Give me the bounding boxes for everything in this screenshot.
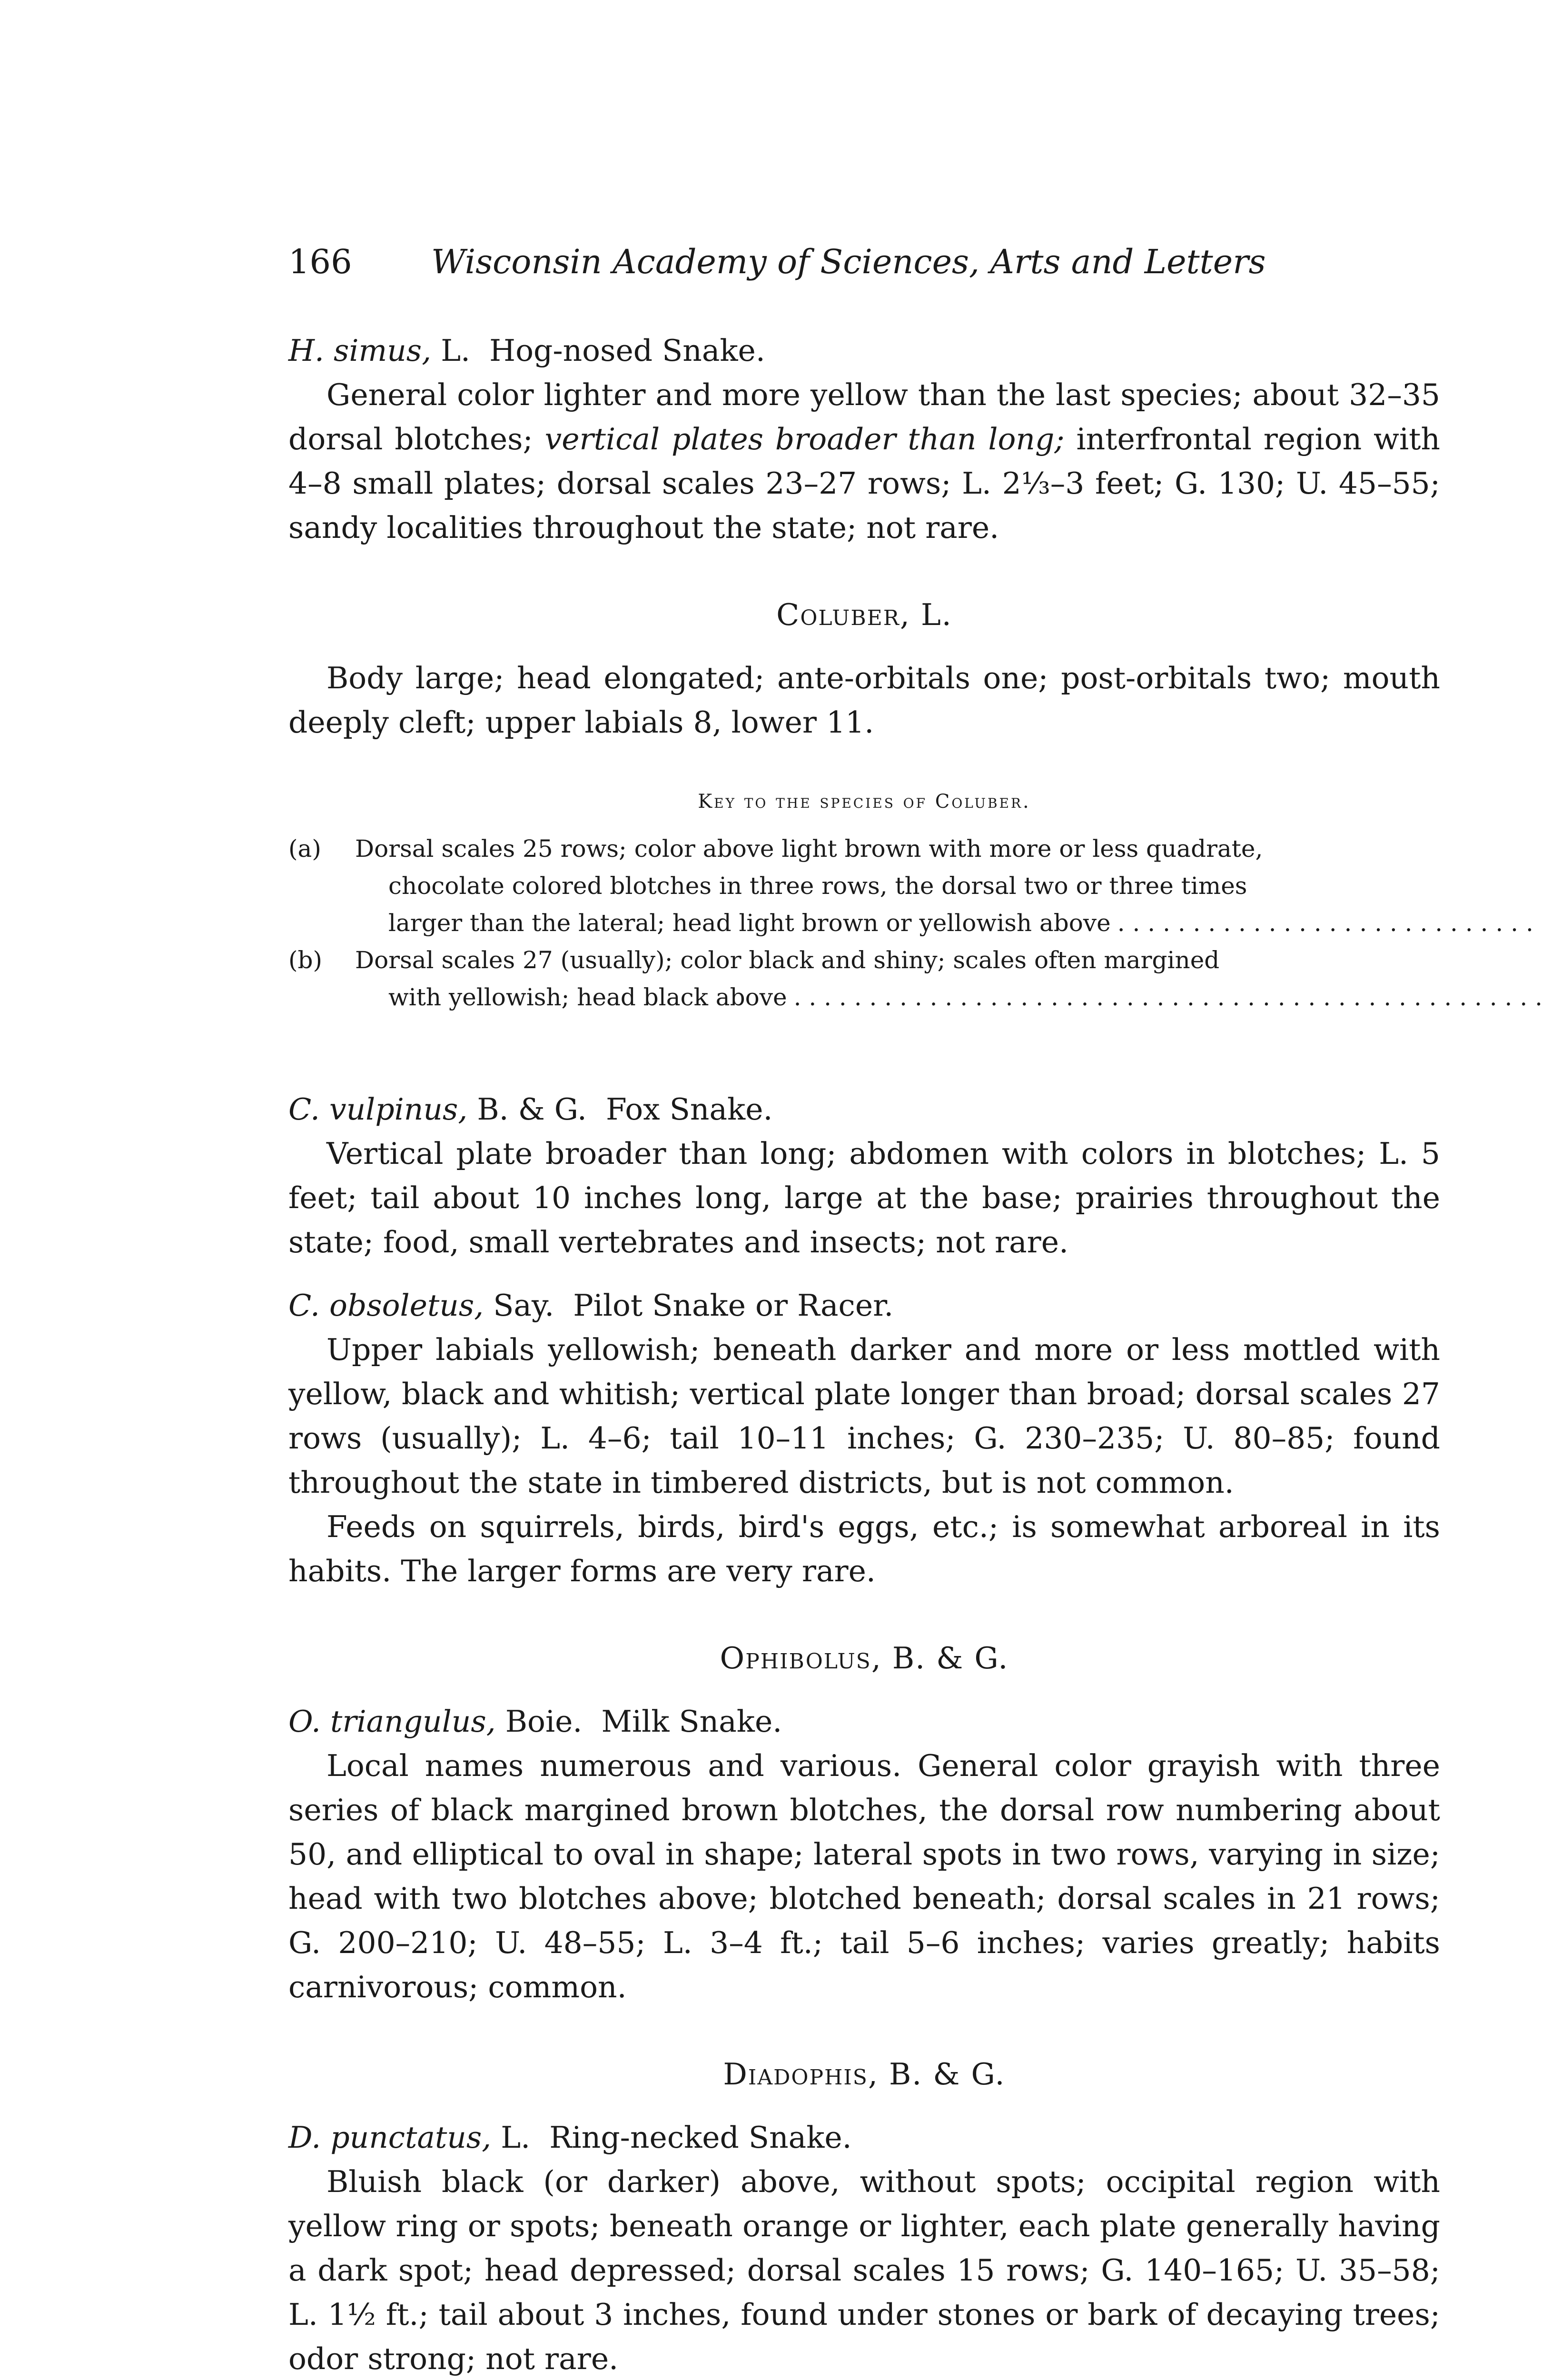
species-author: L. xyxy=(441,333,471,368)
leader-dots xyxy=(1111,904,1542,942)
key-item-a xyxy=(288,830,1440,942)
species-author: B. & G. xyxy=(477,1092,587,1127)
key-letter: (b) xyxy=(288,946,323,974)
key-text xyxy=(355,830,1542,942)
species-heading-simus xyxy=(288,328,1440,373)
species-description-punctatus: Bluish black (or darker) above, without spots; occipital region with yellow ring or spots; beneath orange or lighter, each plate generally having a dark spot; head depressed; dorsal scales 15 rows; G. 140–165; U. 35–58; L. 1½ ft.; tail about 3 inches, found under stones or bark of decaying trees; odor strong; not rare. xyxy=(288,2164,1440,2376)
key-leader-line xyxy=(355,979,1542,1016)
species-author: L. xyxy=(501,2120,531,2155)
species-description-simus xyxy=(288,373,1440,550)
key-line: Dorsal scales 25 rows; color above light brown with more or less quadrate, xyxy=(355,835,1263,863)
common-name: Milk Snake. xyxy=(601,1704,782,1739)
species-heading-vulpinus xyxy=(288,1087,1440,1131)
leader-dots xyxy=(787,979,1542,1016)
common-name: Fox Snake. xyxy=(605,1092,773,1127)
species-heading-triangulus xyxy=(288,1699,1440,1744)
species-habits-obsoletus: Feeds on squirrels, birds, bird's eggs, etc.; is somewhat arboreal in its habits. The larger forms are very rare. xyxy=(288,1509,1440,1588)
species-name: C. obsoletus, xyxy=(288,1288,484,1323)
species-description-triangulus: Local names numerous and various. General color grayish with three series of black margined brown blotches, the dorsal row numbering about 50, and elliptical to oval in shape; lateral spots in two rows, varying in size; head with two blotches above; blotched beneath; dorsal scales in 21 rows; G. 200–210; U. 48–55; L. 3–4 ft.; tail 5–6 inches; varies greatly; habits carnivorous; common. xyxy=(288,1748,1440,2004)
key-item-b xyxy=(288,942,1440,1016)
page-number: 166 xyxy=(288,242,352,281)
key-line: with yellowish; head black above xyxy=(388,983,787,1011)
page-body xyxy=(288,328,1440,2380)
species-author: Say. xyxy=(493,1288,554,1323)
key-letter: (a) xyxy=(288,835,321,863)
species-heading-obsoletus xyxy=(288,1283,1440,1328)
species-name: D. punctatus, xyxy=(288,2120,492,2155)
genus-description-coluber: Body large; head elongated; ante-orbitals one; post-orbitals two; mouth deeply cleft; upper labials 8, lower 11. xyxy=(288,661,1440,740)
species-name: O. triangulus, xyxy=(288,1704,496,1739)
description-text: interfrontal region with 4–8 small plates; dorsal scales 23–27 rows; L. 2⅓–3 feet; G. 130; U. 45–55; sandy localities throughout the state; not rare. xyxy=(288,422,1441,545)
genus-heading-diadophis: Diadophis, B. & G. xyxy=(723,2057,1006,2092)
species-key xyxy=(288,830,1440,1016)
running-head xyxy=(288,238,1288,286)
key-text xyxy=(355,942,1542,1016)
key-title: Key to the species of Coluber. xyxy=(698,791,1031,813)
description-text: General color lighter and more yellow than the last species; about 32–35 dorsal blotches; xyxy=(288,377,1440,456)
genus-heading-coluber: Coluber, L. xyxy=(776,597,952,632)
key-leader-line xyxy=(355,904,1542,942)
key-line: Dorsal scales 27 (usually); color black and shiny; scales often margined xyxy=(355,946,1220,974)
species-name: C. vulpinus, xyxy=(288,1092,468,1127)
species-description-obsoletus: Upper labials yellowish; beneath darker and more or less mottled with yellow, black and whitish; vertical plate longer than broad; dorsal scales 27 rows (usually); L. 4–6; tail 10–11 inches; G. 230–235; U. 80–85; found throughout the state in timbered districts, but is not common. xyxy=(288,1332,1440,1500)
species-heading-punctatus xyxy=(288,2115,1440,2160)
key-line: larger than the lateral; head light brown or yellowish above xyxy=(388,909,1111,937)
description-emphasis: vertical plates broader than long; xyxy=(544,422,1065,456)
genus-heading-ophibolus: Ophibolus, B. & G. xyxy=(720,1641,1009,1676)
species-description-vulpinus: Vertical plate broader than long; abdomen with colors in blotches; L. 5 feet; tail about 10 inches long, large at the base; prairies throughout the state; food, small vertebrates and insects; not rare. xyxy=(288,1136,1440,1259)
common-name: Ring-necked Snake. xyxy=(549,2120,852,2155)
species-author: Boie. xyxy=(505,1704,583,1739)
journal-title: Wisconsin Academy of Sciences, Arts and Letters xyxy=(431,242,1266,281)
species-name: H. simus, xyxy=(288,333,432,368)
common-name: Hog-nosed Snake. xyxy=(489,333,765,368)
key-line: chocolate colored blotches in three rows, the dorsal two or three times xyxy=(388,872,1247,900)
common-name: Pilot Snake or Racer. xyxy=(573,1288,894,1323)
